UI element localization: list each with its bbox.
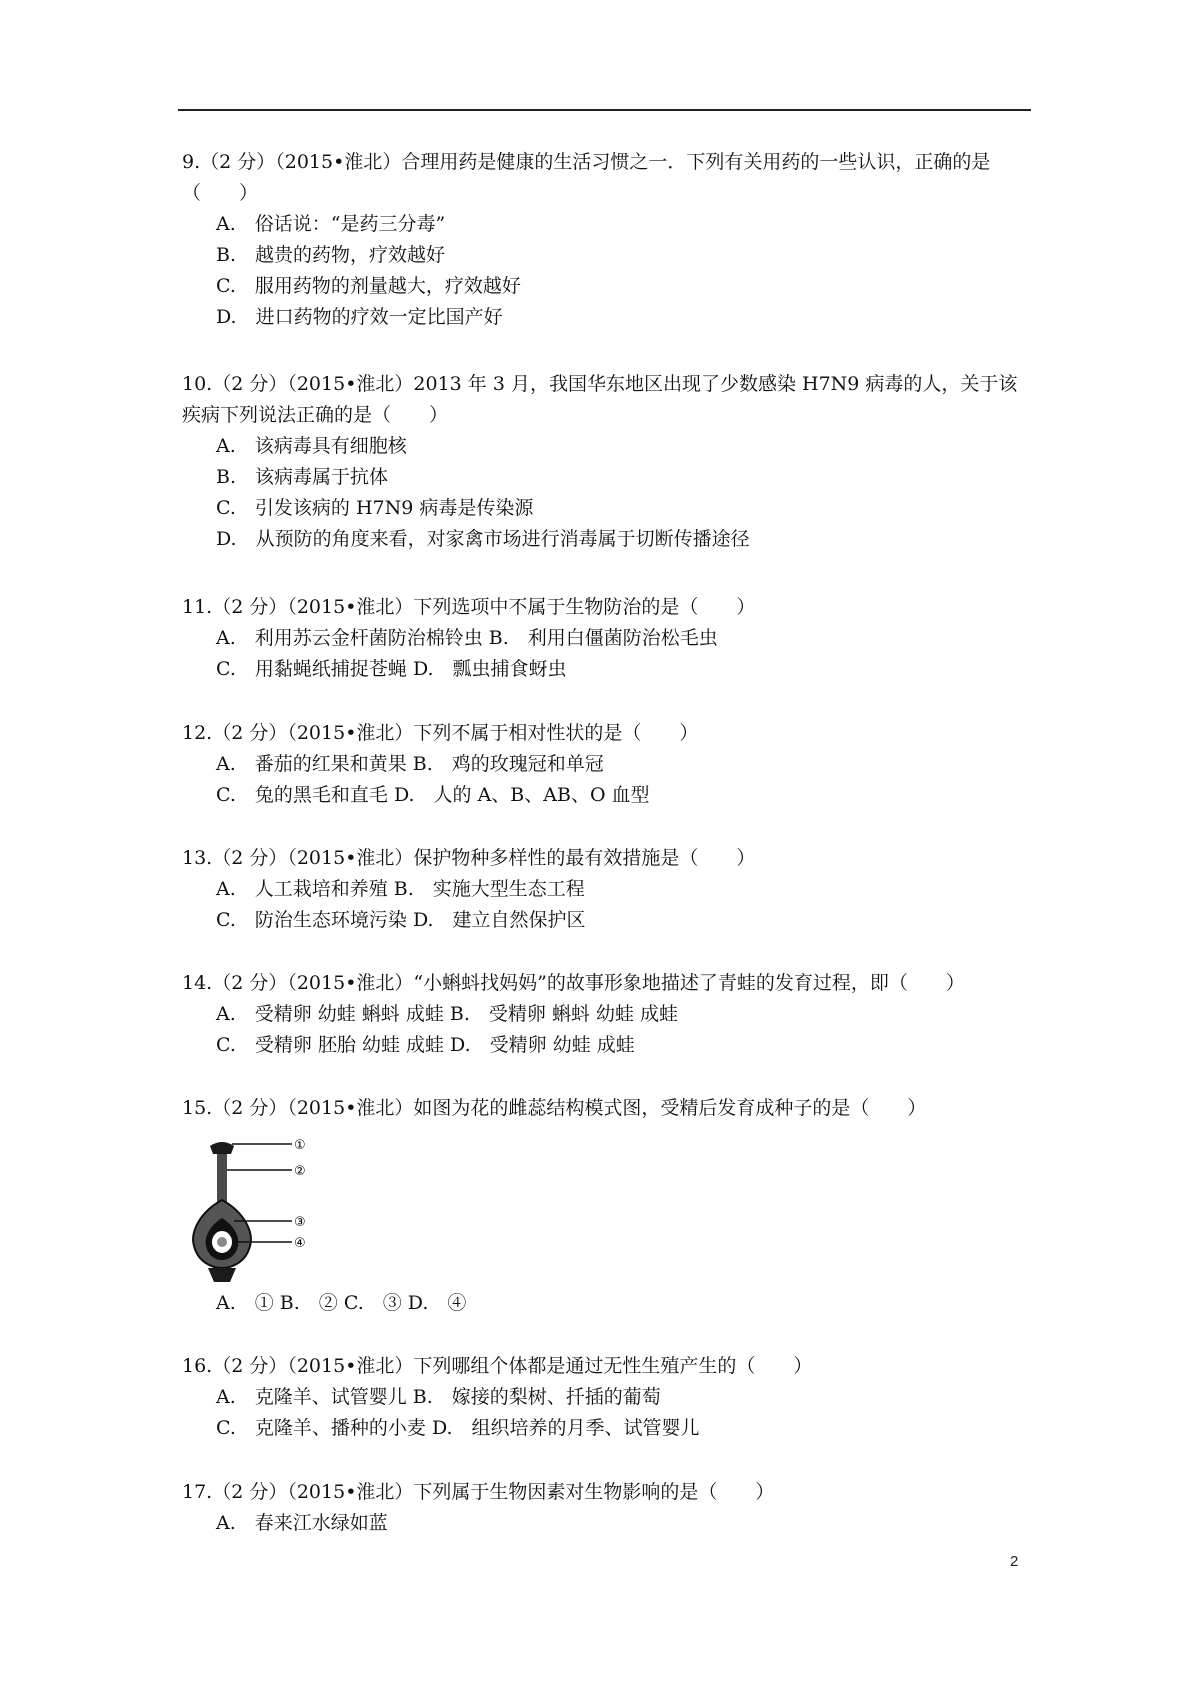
option-row-2: C. 用黏蝇纸捕捉苍蝇 D. 瓢虫捕食蚜虫 [216,658,567,680]
header-rule [178,109,1031,111]
figure-label-3: ③ [294,1215,306,1230]
option-row-2: C. 防治生态环境污染 D. 建立自然保护区 [216,909,586,931]
style-shape [217,1154,227,1204]
option-c: C. 引发该病的 H7N9 病毒是传染源 [216,497,534,519]
pistil-diagram-svg [182,1134,352,1284]
question-stem: 9.（2 分）（2015•淮北）合理用药是健康的生活习惯之一．下列有关用药的一些认识，正确的是（ ） [182,151,991,204]
question-stem: 12.（2 分）（2015•淮北）下列不属于相对性状的是（ ） [182,722,699,744]
page-number: 2 [1010,1553,1019,1570]
question-15 [182,1093,1032,1124]
question-12 [182,718,1032,811]
option-row-1: A. 春来江水绿如蓝 [216,1512,388,1534]
figure-label-1: ① [294,1138,306,1153]
option-row-1: A. ① B. ② C. ③ D. ④ [216,1292,467,1314]
question-15-options [182,1288,1032,1319]
option-b: B. 越贵的药物，疗效越好 [216,244,446,266]
option-row-1: A. 番茄的红果和黄果 B. 鸡的玫瑰冠和单冠 [216,753,604,775]
option-row-1: A. 人工栽培和养殖 B. 实施大型生态工程 [216,878,585,900]
question-stem: 16.（2 分）（2015•淮北）下列哪组个体都是通过无性生殖产生的（ ） [182,1355,813,1377]
option-b: B. 该病毒属于抗体 [216,466,389,488]
figure-label-2: ② [294,1164,306,1179]
question-stem: 11.（2 分）（2015•淮北）下列选项中不属于生物防治的是（ ） [182,596,756,618]
ovule-core-shape [217,1237,227,1247]
pistil-diagram [182,1134,352,1284]
option-row-2: C. 克隆羊、播种的小麦 D. 组织培养的月季、试管婴儿 [216,1417,700,1439]
question-14 [182,968,1032,1061]
question-stem: 17.（2 分）（2015•淮北）下列属于生物因素对生物影响的是（ ） [182,1481,775,1503]
option-a: A. 该病毒具有细胞核 [216,435,407,457]
question-stem: 13.（2 分）（2015•淮北）保护物种多样性的最有效措施是（ ） [182,847,756,869]
receptacle-shape [208,1268,236,1282]
stigma-shape [210,1142,234,1154]
question-17 [182,1477,1032,1539]
question-16 [182,1351,1032,1444]
option-row-2: C. 兔的黑毛和直毛 D. 人的 A、B、AB、O 血型 [216,784,650,806]
question-9 [182,147,1032,333]
option-row-1: A. 克隆羊、试管婴儿 B. 嫁接的梨树、扦插的葡萄 [216,1386,661,1408]
option-d: D. 进口药物的疗效一定比国产好 [216,306,503,328]
option-a: A. 俗话说：“是药三分毒” [216,213,446,235]
question-11 [182,592,1032,685]
option-row-1: A. 利用苏云金杆菌防治棉铃虫 B. 利用白僵菌防治松毛虫 [216,627,718,649]
option-row-2: C. 受精卵 胚胎 幼蛙 成蛙 D. 受精卵 幼蛙 成蛙 [216,1034,635,1056]
question-stem: 10.（2 分）（2015•淮北）2013 年 3 月，我国华东地区出现了少数感染 H7N9 病毒的人，关于该疾病下列说法正确的是（ ） [182,373,1018,426]
option-row-1: A. 受精卵 幼蛙 蝌蚪 成蛙 B. 受精卵 蝌蚪 幼蛙 成蛙 [216,1003,679,1025]
option-c: C. 服用药物的剂量越大，疗效越好 [216,275,521,297]
figure-label-4: ④ [294,1236,306,1251]
question-10 [182,369,1032,555]
option-d: D. 从预防的角度来看，对家禽市场进行消毒属于切断传播途径 [216,528,750,550]
question-13 [182,843,1032,936]
question-stem: 14.（2 分）（2015•淮北）“小蝌蚪找妈妈”的故事形象地描述了青蛙的发育过程，即（ ） [182,972,965,994]
question-stem: 15.（2 分）（2015•淮北）如图为花的雌蕊结构模式图，受精后发育成种子的是（ ） [182,1097,927,1119]
